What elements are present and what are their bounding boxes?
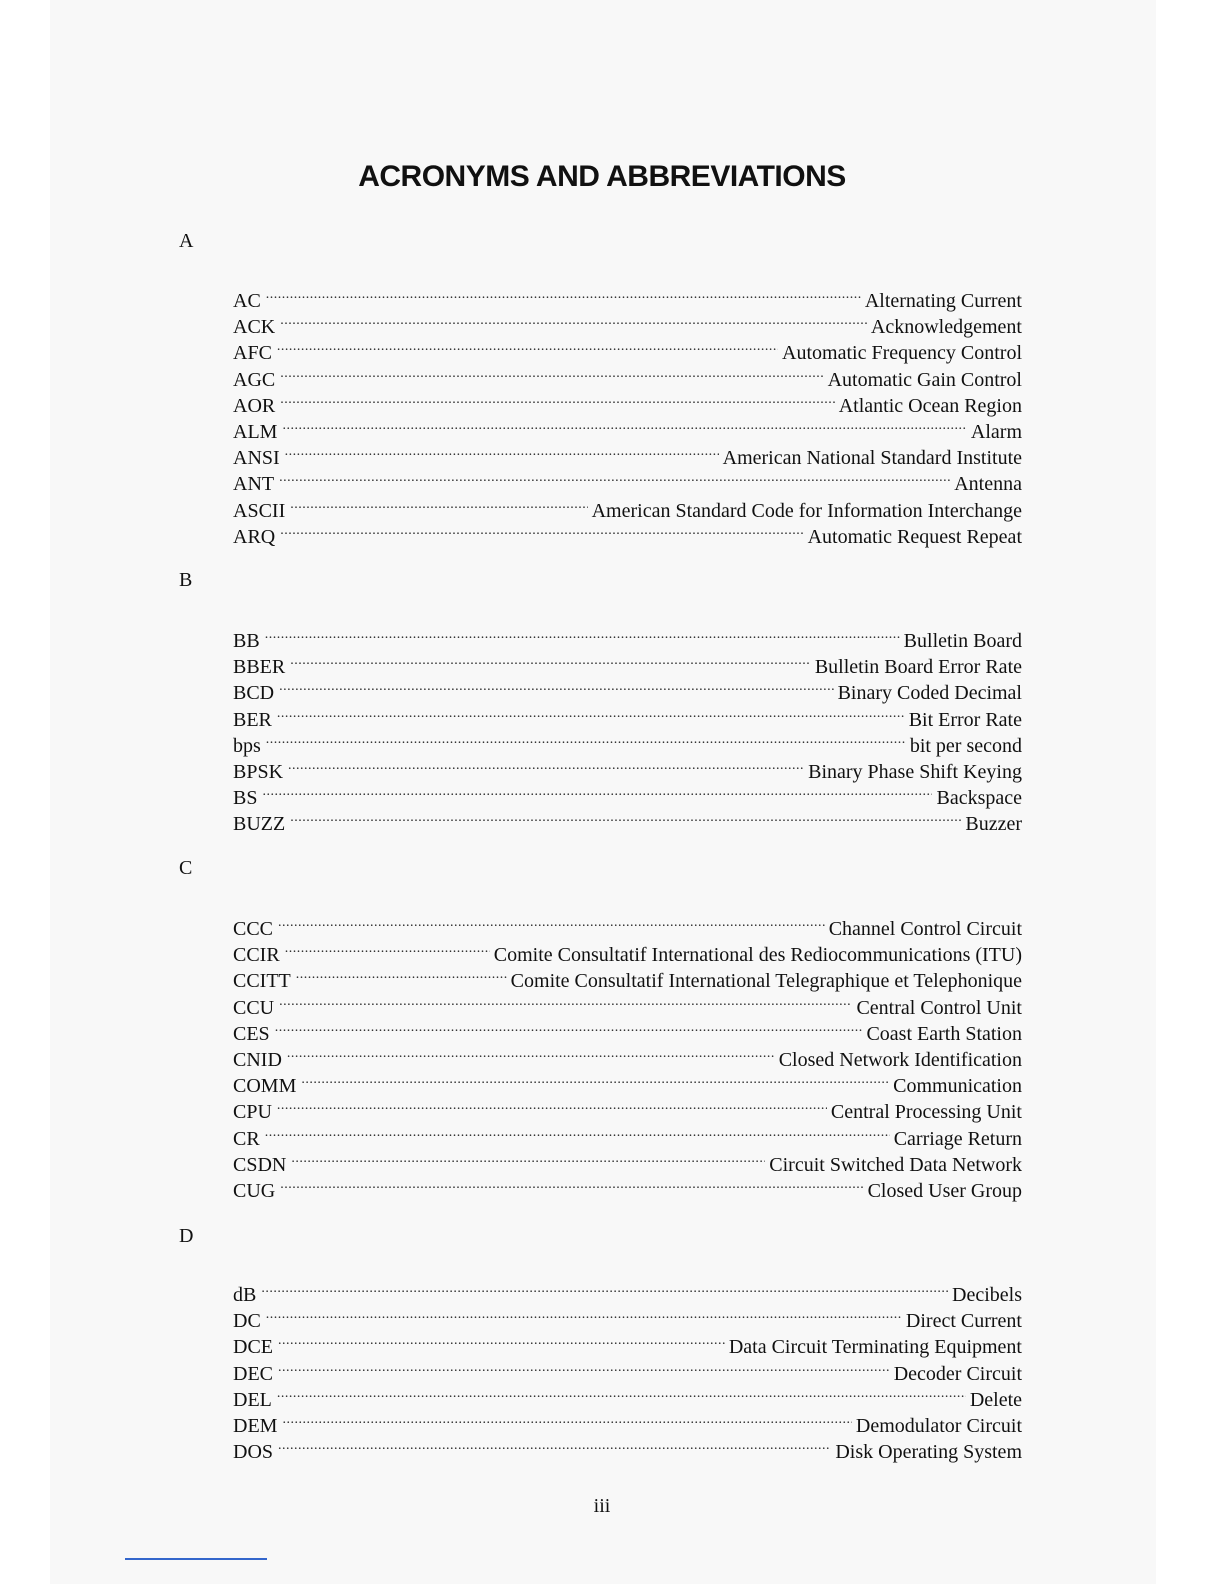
dot-leader [265, 621, 900, 647]
acronym: CSDN [233, 1153, 287, 1176]
dot-leader [290, 491, 587, 517]
acronym: BCD [233, 682, 275, 705]
dot-leader [285, 935, 490, 961]
definition: Automatic Gain Control [827, 368, 1022, 391]
dot-leader [277, 700, 905, 726]
definition: Direct Current [905, 1310, 1022, 1333]
acronym: BB [233, 630, 260, 652]
acronym: COMM [233, 1075, 297, 1098]
definition: Alarm [970, 420, 1022, 443]
dot-leader [296, 961, 507, 987]
acronym-entry [233, 491, 1022, 522]
acronym-entry [233, 621, 1022, 652]
acronym-entry [233, 412, 1022, 443]
dot-leader [277, 333, 778, 359]
acronym-entry [233, 778, 1022, 810]
definition: Backspace [936, 787, 1022, 810]
definition: Central Processing Unit [830, 1101, 1022, 1124]
acronym: BER [233, 708, 272, 731]
dot-leader [261, 1275, 948, 1301]
definition: Automatic Frequency Control [782, 342, 1022, 365]
dot-leader [282, 412, 966, 438]
definition: Bit Error Rate [908, 708, 1022, 731]
acronym-entry [233, 804, 1022, 836]
acronym: CR [233, 1127, 260, 1150]
acronym: CCC [233, 918, 274, 940]
dot-leader [279, 464, 950, 490]
definition: bit per second [909, 734, 1022, 757]
acronym: CPU [233, 1101, 272, 1124]
acronym: DEM [233, 1414, 278, 1437]
definition: Binary Phase Shift Keying [808, 760, 1022, 783]
dot-leader [278, 1354, 890, 1380]
page-title: ACRONYMS AND ABBREVIATIONS [358, 160, 846, 193]
section-letter-a: A [179, 230, 194, 252]
definition: American Standard Code for Information Interchange [591, 499, 1022, 522]
acronym: AOR [233, 394, 276, 417]
acronym: CES [233, 1022, 270, 1045]
acronym: CCITT [233, 970, 291, 993]
definition: Decoder Circuit [893, 1362, 1022, 1385]
page-number: iii [593, 1495, 611, 1517]
definition: Bulletin Board Error Rate [814, 656, 1022, 679]
section-letter-c: C [179, 857, 193, 879]
acronym: DEC [233, 1362, 273, 1385]
definition: Delete [969, 1388, 1022, 1411]
dot-leader [275, 1014, 863, 1040]
definition: Decibels [952, 1284, 1022, 1306]
section-a-entries [233, 281, 1022, 548]
section-letter-b: B [179, 569, 193, 591]
dot-leader [290, 804, 961, 830]
dot-leader [280, 386, 834, 412]
dot-leader [266, 281, 861, 307]
acronym: AC [233, 290, 261, 312]
dot-leader [266, 1301, 902, 1327]
acronym: DCE [233, 1336, 273, 1359]
definition: American National Standard Institute [722, 447, 1022, 470]
dot-leader [278, 909, 825, 935]
dot-leader [280, 1171, 863, 1197]
definition: Binary Coded Decimal [837, 682, 1022, 705]
acronym-entry [233, 281, 1022, 312]
acronym: bps [233, 734, 261, 757]
definition: Communication [893, 1075, 1022, 1098]
acronym-entry [233, 1406, 1022, 1437]
dot-leader [290, 647, 811, 673]
acronym: ARQ [233, 525, 276, 548]
section-c-entries [233, 909, 1022, 1202]
definition: Central Control Unit [856, 996, 1022, 1019]
definition: Demodulator Circuit [855, 1414, 1022, 1437]
acronym: ASCII [233, 499, 286, 522]
acronym-entry [233, 1380, 1022, 1411]
acronym: DC [233, 1310, 261, 1333]
dot-leader [280, 517, 803, 543]
dot-leader [278, 1432, 831, 1458]
section-d-entries [233, 1275, 1022, 1464]
acronym-entry [233, 1275, 1022, 1306]
section-b-entries [233, 621, 1022, 836]
definition: Automatic Request Repeat [807, 525, 1022, 548]
definition: Coast Earth Station [866, 1022, 1022, 1045]
dot-leader [266, 726, 906, 752]
dot-leader [279, 988, 852, 1014]
definition: Comite Consultatif International Telegraphique et Telephonique [510, 970, 1022, 993]
dot-leader [280, 360, 823, 386]
definition: Closed User Group [867, 1179, 1022, 1202]
dot-leader [277, 1380, 966, 1406]
acronym-entry [233, 438, 1022, 470]
acronym: AFC [233, 342, 272, 365]
definition: Disk Operating System [835, 1441, 1022, 1464]
acronym: CCIR [233, 944, 280, 967]
acronym: BBER [233, 656, 286, 679]
definition: Antenna [954, 473, 1022, 496]
definition: Atlantic Ocean Region [838, 394, 1022, 417]
dot-leader [288, 752, 804, 778]
acronym: DOS [233, 1441, 274, 1464]
acronym: CNID [233, 1048, 282, 1071]
acronym: AGC [233, 368, 276, 391]
page-link-underline[interactable] [125, 1558, 267, 1560]
section-letter-d: D [179, 1225, 194, 1247]
acronym-entry [233, 909, 1022, 940]
definition: Closed Network Identification [778, 1048, 1022, 1071]
dot-leader [279, 673, 833, 699]
definition: Buzzer [965, 813, 1022, 836]
definition: Data Circuit Terminating Equipment [728, 1336, 1022, 1359]
definition: Carriage Return [893, 1127, 1022, 1150]
acronym: DEL [233, 1388, 272, 1411]
dot-leader [278, 1327, 725, 1353]
acronym: CUG [233, 1179, 276, 1202]
definition: Comite Consultatif International des Rediocommunications (ITU) [493, 944, 1022, 967]
acronym: ANT [233, 473, 275, 496]
acronym-entry [233, 1301, 1022, 1333]
acronym: ACK [233, 316, 276, 339]
dot-leader [287, 1040, 775, 1066]
dot-leader [282, 1406, 851, 1432]
definition: Acknowledgement [870, 316, 1022, 339]
definition: Channel Control Circuit [828, 918, 1022, 940]
acronym-entry [233, 726, 1022, 757]
acronym: ANSI [233, 447, 280, 470]
acronym: BS [233, 787, 258, 810]
acronym: BPSK [233, 760, 284, 783]
dot-leader [265, 1119, 890, 1145]
dot-leader [277, 1092, 827, 1118]
acronym-entry [233, 752, 1022, 783]
dot-leader [262, 778, 932, 804]
dot-leader [285, 438, 719, 464]
dot-leader [291, 1145, 765, 1171]
acronym: CCU [233, 996, 275, 1019]
acronym-entry [233, 700, 1022, 731]
acronym: dB [233, 1284, 257, 1306]
acronym: ALM [233, 420, 278, 443]
definition: Bulletin Board [903, 630, 1022, 652]
dot-leader [301, 1066, 889, 1092]
definition: Alternating Current [864, 290, 1022, 312]
acronym-entry [233, 464, 1022, 496]
definition: Circuit Switched Data Network [769, 1153, 1022, 1176]
dot-leader [280, 307, 867, 333]
acronym: BUZZ [233, 813, 286, 836]
